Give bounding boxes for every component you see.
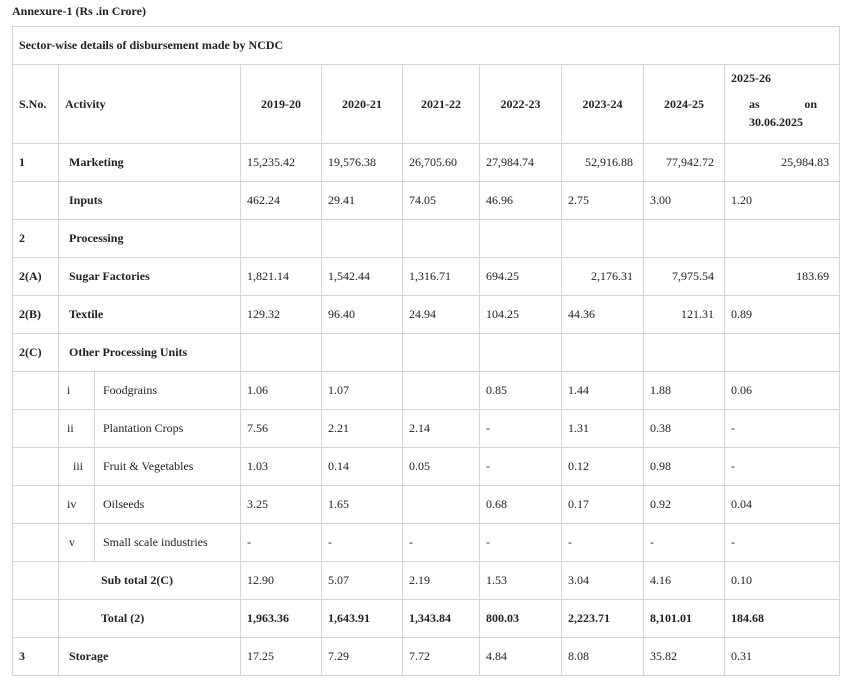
cell-value: -: [322, 524, 403, 562]
cell-value: 74.05: [403, 182, 480, 220]
table-row-foodgrains: [13, 372, 840, 410]
cell-value: 1.07: [322, 372, 403, 410]
cell-value: [241, 220, 322, 258]
row-sno: [13, 410, 59, 448]
table-row-small-scale-industries: [13, 524, 840, 562]
cell-value: [403, 486, 480, 524]
row-sno: [13, 600, 59, 638]
table-title-row: [13, 27, 840, 65]
cell-value: 19,576.38: [322, 144, 403, 182]
cell-value: -: [644, 524, 725, 562]
cell-value: 96.40: [322, 296, 403, 334]
table-row-subtotal: [13, 562, 840, 600]
cell-value: 1,643.91: [322, 600, 403, 638]
cell-value: 0.92: [644, 486, 725, 524]
cell-value: 1.65: [322, 486, 403, 524]
cell-value: 29.41: [322, 182, 403, 220]
cell-value: 184.68: [725, 600, 840, 638]
header-year-current: [725, 65, 840, 144]
cell-value: 1.53: [480, 562, 562, 600]
cell-value: 0.89: [725, 296, 840, 334]
cell-value: 1.06: [241, 372, 322, 410]
cell-value: 3.25: [241, 486, 322, 524]
row-subname: Fruit & Vegetables: [95, 448, 241, 486]
cell-value: 46.96: [480, 182, 562, 220]
row-activity: Other Processing Units: [59, 334, 241, 372]
cell-value: 3.04: [562, 562, 644, 600]
table-row-storage: [13, 638, 840, 676]
header-sno: S.No.: [13, 65, 59, 144]
cell-value: -: [480, 448, 562, 486]
table-row-oilseeds: [13, 486, 840, 524]
row-sno: 2(A): [13, 258, 59, 296]
cell-value: -: [480, 410, 562, 448]
cell-value: [725, 220, 840, 258]
cell-value: 183.69: [725, 258, 840, 296]
row-sno: [13, 372, 59, 410]
row-sno: 3: [13, 638, 59, 676]
table-row-textile: [13, 296, 840, 334]
table-row-plantation-crops: [13, 410, 840, 448]
cell-value: [403, 220, 480, 258]
cell-value: 800.03: [480, 600, 562, 638]
cell-value: 12.90: [241, 562, 322, 600]
cell-value: 0.68: [480, 486, 562, 524]
cell-value: 35.82: [644, 638, 725, 676]
table-title: Sector-wise details of disbursement made by NCDC: [13, 27, 840, 65]
row-activity: Sugar Factories: [59, 258, 241, 296]
cell-value: 1.03: [241, 448, 322, 486]
header-on: on: [804, 97, 818, 111]
disbursement-table: [12, 26, 840, 676]
cell-value: 1.44: [562, 372, 644, 410]
cell-value: 129.32: [241, 296, 322, 334]
row-subname: Small scale industries: [95, 524, 241, 562]
cell-value: [644, 334, 725, 372]
cell-value: 7.72: [403, 638, 480, 676]
row-activity: Inputs: [59, 182, 241, 220]
header-year: 2022-23: [480, 65, 562, 144]
cell-value: 17.25: [241, 638, 322, 676]
row-subnumber: iv: [59, 486, 95, 524]
cell-value: 2,223.71: [562, 600, 644, 638]
row-activity: Processing: [59, 220, 241, 258]
cell-value: 77,942.72: [644, 144, 725, 182]
cell-value: 25,984.83: [725, 144, 840, 182]
cell-value: 0.17: [562, 486, 644, 524]
cell-value: -: [725, 448, 840, 486]
row-sno: [13, 182, 59, 220]
cell-value: 1.20: [725, 182, 840, 220]
cell-value: 15,235.42: [241, 144, 322, 182]
cell-value: [403, 372, 480, 410]
row-sno: [13, 486, 59, 524]
annexure-title: Annexure-1 (Rs .in Crore): [12, 4, 146, 18]
cell-value: 0.10: [725, 562, 840, 600]
cell-value: [562, 334, 644, 372]
row-subname: Plantation Crops: [95, 410, 241, 448]
row-sno: [13, 448, 59, 486]
header-year: 2020-21: [322, 65, 403, 144]
cell-value: 0.04: [725, 486, 840, 524]
row-activity: Marketing: [59, 144, 241, 182]
table-row-marketing: [13, 144, 840, 182]
header-current-year: 2025-26: [731, 71, 771, 85]
cell-value: 2.19: [403, 562, 480, 600]
cell-value: 121.31: [644, 296, 725, 334]
cell-value: 1,963.36: [241, 600, 322, 638]
cell-value: [241, 334, 322, 372]
row-activity: Textile: [59, 296, 241, 334]
row-sno: 2(C): [13, 334, 59, 372]
cell-value: 44.36: [562, 296, 644, 334]
table-row-inputs: [13, 182, 840, 220]
cell-value: 1.31: [562, 410, 644, 448]
row-total-label: Total (2): [59, 600, 241, 638]
cell-value: [562, 220, 644, 258]
table-row-other-processing: [13, 334, 840, 372]
cell-value: 26,705.60: [403, 144, 480, 182]
cell-value: 4.16: [644, 562, 725, 600]
row-subnumber: ii: [59, 410, 95, 448]
cell-value: 104.25: [480, 296, 562, 334]
row-subnumber: v: [59, 524, 95, 562]
cell-value: 52,916.88: [562, 144, 644, 182]
cell-value: [322, 220, 403, 258]
cell-value: 0.05: [403, 448, 480, 486]
header-activity: Activity: [59, 65, 241, 144]
row-sno: 2: [13, 220, 59, 258]
table-row-sugar-factories: [13, 258, 840, 296]
cell-value: 1,343.84: [403, 600, 480, 638]
cell-value: 7,975.54: [644, 258, 725, 296]
cell-value: 0.85: [480, 372, 562, 410]
row-subnumber: i: [59, 372, 95, 410]
cell-value: -: [403, 524, 480, 562]
cell-value: -: [725, 524, 840, 562]
cell-value: 2.21: [322, 410, 403, 448]
header-year: 2024-25: [644, 65, 725, 144]
cell-value: 462.24: [241, 182, 322, 220]
cell-value: 2.14: [403, 410, 480, 448]
cell-value: 1,821.14: [241, 258, 322, 296]
header-year: 2021-22: [403, 65, 480, 144]
cell-value: 3.00: [644, 182, 725, 220]
cell-value: 4.84: [480, 638, 562, 676]
cell-value: -: [725, 410, 840, 448]
row-sno: [13, 524, 59, 562]
cell-value: 694.25: [480, 258, 562, 296]
cell-value: 8.08: [562, 638, 644, 676]
cell-value: -: [241, 524, 322, 562]
cell-value: [322, 334, 403, 372]
cell-value: [403, 334, 480, 372]
header-row: [13, 65, 840, 144]
cell-value: [644, 220, 725, 258]
cell-value: 0.06: [725, 372, 840, 410]
cell-value: 2,176.31: [562, 258, 644, 296]
cell-value: [725, 334, 840, 372]
header-date: 30.06.2025: [749, 115, 803, 129]
cell-value: -: [480, 524, 562, 562]
row-subtotal-label: Sub total 2(C): [59, 562, 241, 600]
row-sno: 1: [13, 144, 59, 182]
cell-value: -: [562, 524, 644, 562]
table-row-total: [13, 600, 840, 638]
cell-value: [480, 220, 562, 258]
cell-value: 7.29: [322, 638, 403, 676]
row-subname: Oilseeds: [95, 486, 241, 524]
header-year: 2023-24: [562, 65, 644, 144]
cell-value: 0.98: [644, 448, 725, 486]
header-year: 2019-20: [241, 65, 322, 144]
cell-value: 0.12: [562, 448, 644, 486]
header-as: as: [749, 97, 760, 111]
cell-value: 0.31: [725, 638, 840, 676]
cell-value: [480, 334, 562, 372]
cell-value: 1,316.71: [403, 258, 480, 296]
row-activity: Storage: [59, 638, 241, 676]
cell-value: 24.94: [403, 296, 480, 334]
cell-value: 2.75: [562, 182, 644, 220]
row-subnumber: iii: [59, 448, 95, 486]
cell-value: 5.07: [322, 562, 403, 600]
row-sno: [13, 562, 59, 600]
cell-value: 7.56: [241, 410, 322, 448]
table-row-processing: [13, 220, 840, 258]
row-sno: 2(B): [13, 296, 59, 334]
cell-value: 27,984.74: [480, 144, 562, 182]
cell-value: 0.14: [322, 448, 403, 486]
row-subname: Foodgrains: [95, 372, 241, 410]
table-row-fruit-vegetables: [13, 448, 840, 486]
cell-value: 8,101.01: [644, 600, 725, 638]
cell-value: 1.88: [644, 372, 725, 410]
cell-value: 0.38: [644, 410, 725, 448]
cell-value: 1,542.44: [322, 258, 403, 296]
